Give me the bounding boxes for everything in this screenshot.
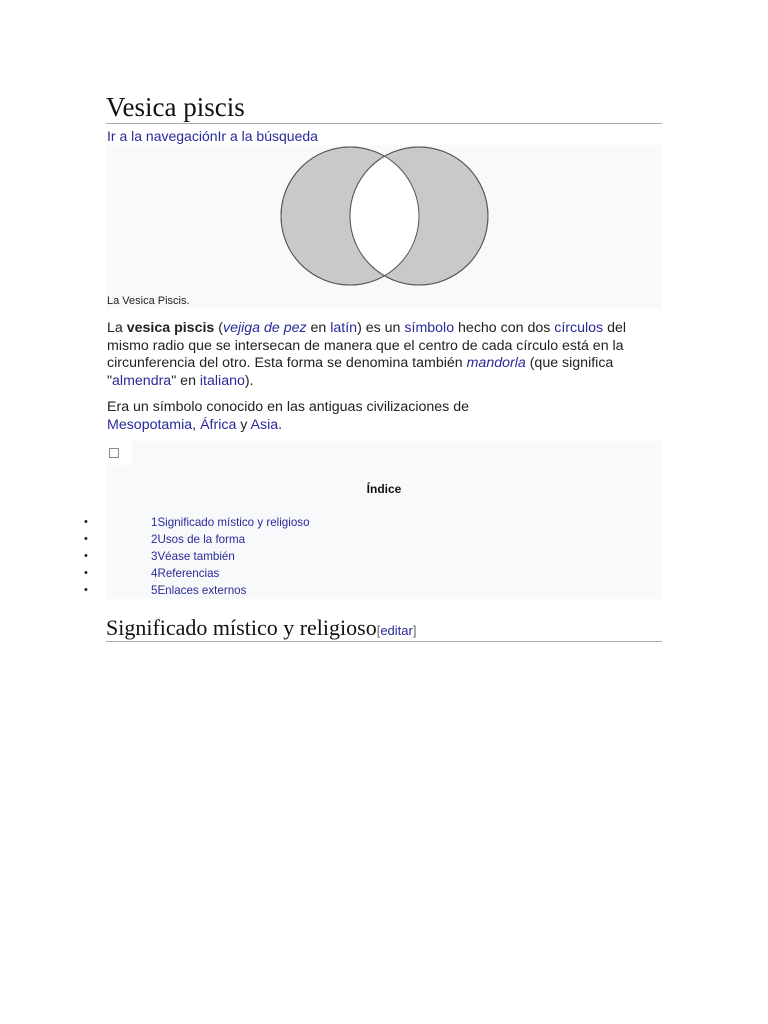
text: (que significa " [107,355,614,389]
title-divider [106,123,662,124]
text: Era un símbolo conocido en las antiguas civilizaciones de [107,399,469,415]
bullet-icon: • [84,550,88,562]
bullet-icon: • [84,533,88,545]
text: en [306,320,331,336]
simbolo-link[interactable]: símbolo [404,320,455,336]
toc-label: Usos de la forma [157,533,246,546]
toc-number: 3 [151,550,158,563]
toc-number: 4 [151,567,158,580]
toc-item [84,514,506,531]
bracket: ] [412,623,417,638]
intro-paragraph-2 [107,399,487,434]
text: ) es un [357,320,405,336]
jump-to-navigation-link[interactable]: Ir a la navegación [107,128,218,144]
text: " en [171,372,200,389]
edit-section-link[interactable]: editar [380,623,413,638]
edit-section [377,623,417,638]
toc-label: Significado místico y religioso [157,516,310,529]
toc-link-vease[interactable] [151,548,235,565]
vesica-piscis-image[interactable] [106,145,662,309]
term-bold: vesica piscis [126,320,215,336]
mesopotamia-link[interactable]: Mesopotamia [107,416,193,433]
bracket: [ [376,623,381,638]
vesica-figure [106,145,662,309]
intro-paragraph-1 [107,320,663,390]
text: del mismo radio que se intersecan de manera que el centro de cada círculo está en la circunferencia del otro. Esta forma se denomina también [107,320,627,372]
latin-link[interactable]: latín [330,320,358,336]
page-title: Vesica piscis [106,92,245,122]
text: y [236,416,251,433]
jump-links [107,127,318,145]
italiano-link[interactable]: italiano [199,372,245,389]
toc-number: 2 [151,533,158,546]
almendra-link[interactable]: almendra [112,372,172,389]
text: hecho con dos [454,320,555,336]
circulos-link[interactable]: círculos [554,320,604,336]
africa-link[interactable]: África [200,416,237,433]
toc-toggle-checkbox[interactable] [109,448,119,458]
asia-link[interactable]: Asia [250,416,279,433]
bullet-icon: • [84,567,88,579]
toc-link-usos[interactable] [151,531,245,548]
text: ( [214,320,223,336]
section-heading-text: Significado místico y religioso [106,615,377,640]
toc-item [84,531,506,548]
text: ). [244,372,254,389]
text: . [278,416,283,433]
jump-to-search-link[interactable]: Ir a la búsqueda [217,128,318,144]
toc-number: 5 [151,584,158,597]
mandorla-link[interactable] [467,355,526,371]
figure-caption: La Vesica Piscis. [107,295,190,307]
mandorla-text: mandorla [466,355,526,372]
toc-item [84,565,506,582]
toc-item [84,582,506,599]
bullet-icon: • [84,584,88,596]
toc-toggle-area [106,441,132,465]
table-of-contents [84,441,662,599]
toc-label: Referencias [157,567,220,580]
toc-title: Índice [366,482,402,496]
toc-link-referencias[interactable] [151,565,219,582]
toc-item [84,548,506,565]
text: , [192,416,201,433]
section-divider [106,641,662,642]
bullet-icon: • [84,516,88,528]
toc-label: Enlaces externos [157,584,247,597]
toc-number: 1 [151,516,158,529]
toc-link-significado[interactable] [151,514,310,531]
vejiga-de-pez-text: vejiga de pez [222,320,307,336]
toc-link-enlaces[interactable] [151,582,246,599]
toc-label: Véase también [157,550,235,563]
text: La [107,320,127,336]
section-heading [106,614,416,644]
vejiga-de-pez-link[interactable] [223,320,307,336]
